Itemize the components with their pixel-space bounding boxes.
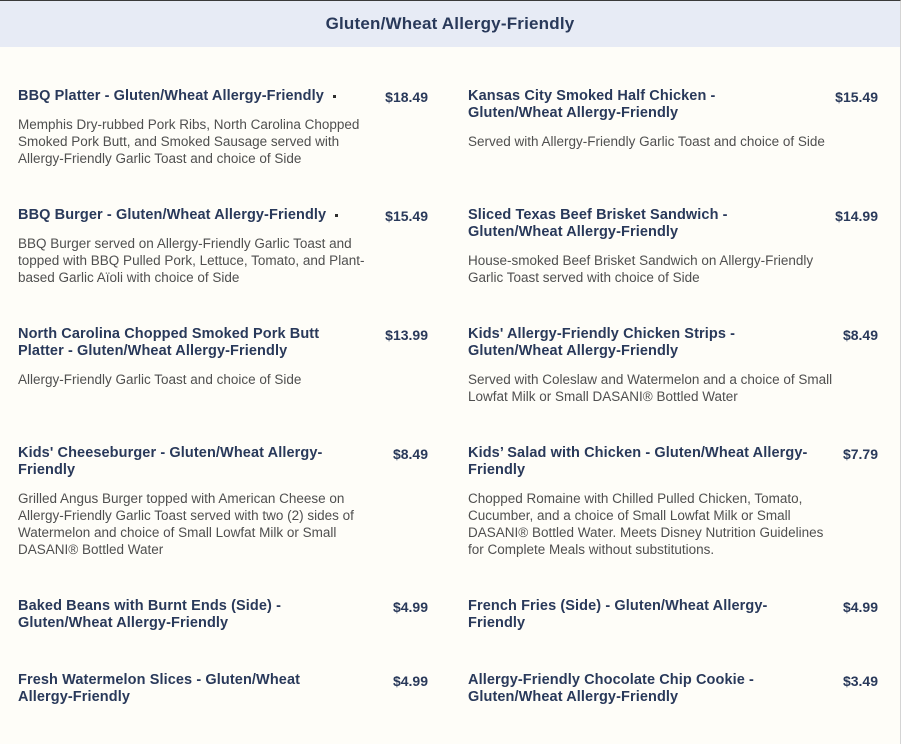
- menu-item-price: $8.49: [392, 446, 428, 462]
- menu-item-title-wrap: [18, 598, 358, 632]
- menu-item-description: Served with Allergy-Friendly Garlic Toast and choice of Side: [468, 134, 825, 149]
- page-title: Gluten/Wheat Allergy-Friendly: [325, 14, 575, 33]
- menu-item-head: [468, 326, 878, 360]
- menu-item-title: BBQ Burger - Gluten/Wheat Allergy-Friendly: [18, 207, 327, 223]
- menu-item: [18, 445, 428, 558]
- menu-item-head: [18, 326, 428, 360]
- menu-item-title-wrap: [468, 326, 808, 360]
- menu-item-description: Memphis Dry-rubbed Pork Ribs, North Carolina Chopped Smoked Pork Butt, and Smoked Sausage served with Allergy-Friendly Garlic Toast and choice of Side: [18, 117, 360, 166]
- menu-item-description: Grilled Angus Burger topped with American Cheese on Allergy-Friendly Garlic Toast served with two (2) sides of Watermelon and choice of Small Lowfat Milk or Small DASANI® Bottled Water: [18, 491, 354, 557]
- menu-item-title-wrap: [18, 326, 358, 360]
- menu-item-price: $7.79: [842, 446, 878, 462]
- title-dot-icon: [335, 214, 338, 217]
- menu-item-title-wrap: [18, 672, 358, 706]
- menu-item-description: Chopped Romaine with Chilled Pulled Chicken, Tomato, Cucumber, and a choice of Small Lowfat Milk or Small DASANI® Bottled Water. Meets Disney Nutrition Guidelines for Complete Meals without substitutions.: [468, 491, 824, 557]
- menu-item-price: $4.99: [842, 599, 878, 615]
- menu-item-title: Kansas City Smoked Half Chicken - Gluten/Wheat Allergy-Friendly: [468, 88, 716, 121]
- menu-item: [18, 88, 428, 167]
- menu-item-head: [18, 598, 428, 632]
- menu-item-price: $4.99: [392, 599, 428, 615]
- menu-item-title-wrap: [18, 445, 358, 479]
- menu-item-price: $3.49: [842, 673, 878, 689]
- menu-item: [468, 445, 878, 558]
- menu-item: [18, 672, 428, 706]
- menu-item: [18, 598, 428, 632]
- menu-item-price: $15.49: [385, 208, 428, 224]
- menu-item-title: Fresh Watermelon Slices - Gluten/Wheat Allergy-Friendly: [18, 672, 301, 705]
- menu-item-head: [468, 598, 878, 632]
- menu-grid: [0, 47, 900, 706]
- menu-item: [468, 598, 878, 632]
- menu-item-price: $18.49: [385, 89, 428, 105]
- menu-item-head: [468, 88, 878, 122]
- menu-item-price: $4.99: [392, 673, 428, 689]
- menu-item-title-wrap: [18, 88, 336, 105]
- menu-item-title-wrap: [468, 598, 808, 632]
- menu-item-description: House-smoked Beef Brisket Sandwich on Allergy-Friendly Garlic Toast served with choice of Side: [468, 253, 814, 285]
- menu-item: [468, 326, 878, 405]
- menu-item-title: Kids' Cheeseburger - Gluten/Wheat Allergy-Friendly: [18, 445, 323, 478]
- menu-item-title: Baked Beans with Burnt Ends (Side) - Gluten/Wheat Allergy-Friendly: [18, 598, 282, 631]
- title-dot-icon: [333, 95, 336, 98]
- menu-item-title-wrap: [18, 207, 338, 224]
- menu-item: [468, 88, 878, 167]
- menu-item: [468, 207, 878, 286]
- menu-item-head: [18, 445, 428, 479]
- menu-item-description: BBQ Burger served on Allergy-Friendly Garlic Toast and topped with BBQ Pulled Pork, Lettuce, Tomato, and Plant-based Garlic Aïoli with choice of Side: [18, 236, 365, 285]
- menu-item-title-wrap: [468, 445, 808, 479]
- section-header: [0, 1, 900, 47]
- menu-item-title: Kids’ Salad with Chicken - Gluten/Wheat Allergy-Friendly: [468, 445, 808, 478]
- menu-item: [18, 207, 428, 286]
- menu-item: [18, 326, 428, 405]
- menu-item-head: [18, 207, 428, 224]
- menu-item-description: Allergy-Friendly Garlic Toast and choice of Side: [18, 372, 302, 387]
- menu-item-title: French Fries (Side) - Gluten/Wheat Allergy-Friendly: [468, 598, 768, 631]
- menu-item-title-wrap: [468, 672, 808, 706]
- menu-item-description: Served with Coleslaw and Watermelon and a choice of Small Lowfat Milk or Small DASANI® Bottled Water: [468, 372, 833, 404]
- menu-item-title-wrap: [468, 88, 808, 122]
- menu-item-head: [18, 672, 428, 706]
- menu-item-title: Kids' Allergy-Friendly Chicken Strips - Gluten/Wheat Allergy-Friendly: [468, 326, 736, 359]
- menu-item-price: $8.49: [842, 327, 878, 343]
- menu-item-head: [18, 88, 428, 105]
- menu-item-title-wrap: [468, 207, 808, 241]
- menu-item-title: Allergy-Friendly Chocolate Chip Cookie - Gluten/Wheat Allergy-Friendly: [468, 672, 754, 705]
- menu-item: [468, 672, 878, 706]
- menu-item-head: [468, 207, 878, 241]
- menu-item-price: $13.99: [385, 327, 428, 343]
- menu-item-head: [468, 672, 878, 706]
- menu-item-price: $15.49: [835, 89, 878, 105]
- menu-item-title: BBQ Platter - Gluten/Wheat Allergy-Friendly: [18, 88, 324, 104]
- menu-item-head: [468, 445, 878, 479]
- menu-item-title: Sliced Texas Beef Brisket Sandwich - Gluten/Wheat Allergy-Friendly: [468, 207, 728, 240]
- menu-item-price: $14.99: [835, 208, 878, 224]
- menu-item-title: North Carolina Chopped Smoked Pork Butt Platter - Gluten/Wheat Allergy-Friendly: [18, 326, 320, 359]
